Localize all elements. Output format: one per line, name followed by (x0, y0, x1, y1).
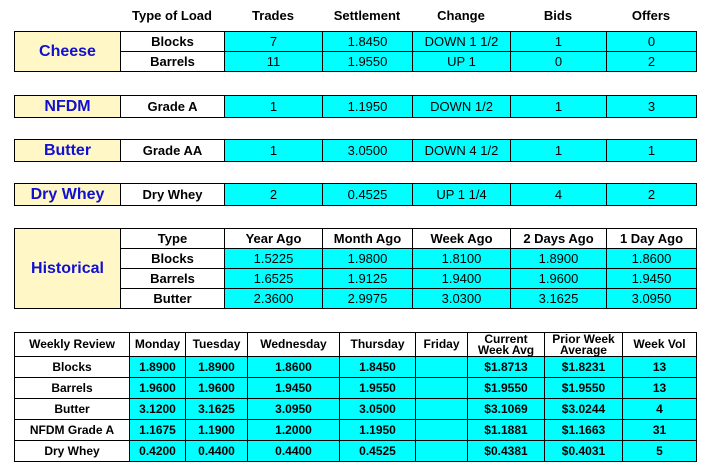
cell: 1 (511, 32, 607, 52)
cell: Prior Week Average (545, 333, 623, 357)
cell: Type (121, 229, 225, 249)
cell: 3.0950 (607, 289, 697, 309)
cheese-table (14, 31, 697, 72)
cell: 1.9600 (186, 378, 248, 399)
cell (416, 399, 468, 420)
cell: 2.3600 (225, 289, 323, 309)
cell: 1.6525 (225, 269, 323, 289)
cell: 1.8900 (511, 249, 607, 269)
cell: Barrels (15, 378, 130, 399)
cell (416, 357, 468, 378)
cell: 3.1625 (186, 399, 248, 420)
cell: 1.2000 (248, 420, 340, 441)
cell: Blocks (121, 32, 225, 52)
cell: Week Ago (413, 229, 511, 249)
cell: 3.1200 (130, 399, 186, 420)
cell: 7 (225, 32, 323, 52)
cell: 0 (511, 52, 607, 72)
cell: Week Vol (623, 333, 697, 357)
cell: 1.1950 (340, 420, 416, 441)
header-settlement: Settlement (333, 8, 401, 23)
cell: 1.8900 (186, 357, 248, 378)
cell: 13 (623, 378, 697, 399)
cheese-label: Cheese (15, 32, 121, 72)
cell: Tuesday (186, 333, 248, 357)
header-type-of-load: Type of Load (132, 8, 212, 23)
historical-label: Historical (15, 229, 121, 309)
cell: 0.4525 (323, 184, 413, 206)
weekly-row-nfdm (15, 420, 697, 441)
cell: 0.4400 (248, 441, 340, 462)
header-trades: Trades (252, 8, 294, 23)
cell: $3.0244 (545, 399, 623, 420)
cell: 1 (225, 140, 323, 162)
cell: 4 (511, 184, 607, 206)
cell: 3.0950 (248, 399, 340, 420)
cell: Butter (15, 399, 130, 420)
cell: 2 (225, 184, 323, 206)
cell: Month Ago (323, 229, 413, 249)
weekly-header-row (15, 333, 697, 357)
cell: Year Ago (225, 229, 323, 249)
cell: Dry Whey (15, 441, 130, 462)
cell: UP 1 (413, 52, 511, 72)
cell: 1.1675 (130, 420, 186, 441)
cell: Barrels (121, 269, 225, 289)
cell: 2 Days Ago (511, 229, 607, 249)
cell: DOWN 4 1/2 (413, 140, 511, 162)
cell: 4 (623, 399, 697, 420)
cell: 1.9550 (323, 52, 413, 72)
cell: NFDM Grade A (15, 420, 130, 441)
header-offers: Offers (631, 8, 671, 23)
nfdm-label: NFDM (15, 96, 121, 118)
cell: 0.4200 (130, 441, 186, 462)
cell: 1.9125 (323, 269, 413, 289)
cell: Blocks (15, 357, 130, 378)
cell: 1.5225 (225, 249, 323, 269)
cell: 1.8900 (130, 357, 186, 378)
cheese-row-blocks (15, 32, 697, 52)
butter-row (15, 140, 697, 162)
cell: 3.0300 (413, 289, 511, 309)
weekly-row-barrels (15, 378, 697, 399)
nfdm-table (14, 95, 697, 118)
cell: $1.8713 (468, 357, 545, 378)
cell: 11 (225, 52, 323, 72)
cell: 3.1625 (511, 289, 607, 309)
cell: 1 (607, 140, 697, 162)
historical-table (14, 228, 697, 309)
cell: 1.8100 (413, 249, 511, 269)
cell: 1.9400 (413, 269, 511, 289)
cell: 3.0500 (323, 140, 413, 162)
weekly-review-table (14, 332, 697, 462)
cell: 1 Day Ago (607, 229, 697, 249)
cell: Weekly Review (15, 333, 130, 357)
historical-header-row (15, 229, 697, 249)
cell: 13 (623, 357, 697, 378)
cell: Friday (416, 333, 468, 357)
cell: Barrels (121, 52, 225, 72)
cell: $0.4031 (545, 441, 623, 462)
cell: Grade A (121, 96, 225, 118)
cell: 1 (225, 96, 323, 118)
weekly-row-drywhey (15, 441, 697, 462)
cell: Dry Whey (121, 184, 225, 206)
cell: 3 (607, 96, 697, 118)
cell: 1.9800 (323, 249, 413, 269)
cell (416, 420, 468, 441)
cell: Wednesday (248, 333, 340, 357)
cell: 1.9450 (248, 378, 340, 399)
cell: UP 1 1/4 (413, 184, 511, 206)
cell: 5 (623, 441, 697, 462)
cell: $1.9550 (545, 378, 623, 399)
cell: 1.8600 (607, 249, 697, 269)
cell: 1 (511, 140, 607, 162)
cell: 1.9550 (340, 378, 416, 399)
cell (416, 441, 468, 462)
cell: $1.1881 (468, 420, 545, 441)
cell: DOWN 1/2 (413, 96, 511, 118)
cell: $3.1069 (468, 399, 545, 420)
cell: 1.8600 (248, 357, 340, 378)
cell: 0 (607, 32, 697, 52)
header-bids: Bids (543, 8, 573, 23)
cell: Monday (130, 333, 186, 357)
cell: 1.1950 (323, 96, 413, 118)
cell: $1.8231 (545, 357, 623, 378)
cell: $1.9550 (468, 378, 545, 399)
cell: $1.1663 (545, 420, 623, 441)
cell: Butter (121, 289, 225, 309)
weekly-row-butter (15, 399, 697, 420)
cell: 31 (623, 420, 697, 441)
butter-table (14, 139, 697, 162)
cell: DOWN 1 1/2 (413, 32, 511, 52)
cell: 1.1900 (186, 420, 248, 441)
drywhey-label: Dry Whey (15, 184, 121, 206)
cell: Blocks (121, 249, 225, 269)
cell: 3.0500 (340, 399, 416, 420)
cell: 1.9450 (607, 269, 697, 289)
cell: 2 (607, 184, 697, 206)
cell: Grade AA (121, 140, 225, 162)
cell: 1.8450 (323, 32, 413, 52)
cell: Current Week Avg (468, 333, 545, 357)
cell: 2.9975 (323, 289, 413, 309)
cell: 2 (607, 52, 697, 72)
header-change: Change (437, 8, 485, 23)
nfdm-row (15, 96, 697, 118)
butter-label: Butter (15, 140, 121, 162)
cell: Thursday (340, 333, 416, 357)
cell: 0.4525 (340, 441, 416, 462)
drywhey-table (14, 183, 697, 206)
cell: 1.9600 (511, 269, 607, 289)
weekly-row-blocks (15, 357, 697, 378)
cell: 1.9600 (130, 378, 186, 399)
cell: 1.8450 (340, 357, 416, 378)
drywhey-row (15, 184, 697, 206)
cell: 1 (511, 96, 607, 118)
cell (416, 378, 468, 399)
cell: $0.4381 (468, 441, 545, 462)
cell: 0.4400 (186, 441, 248, 462)
